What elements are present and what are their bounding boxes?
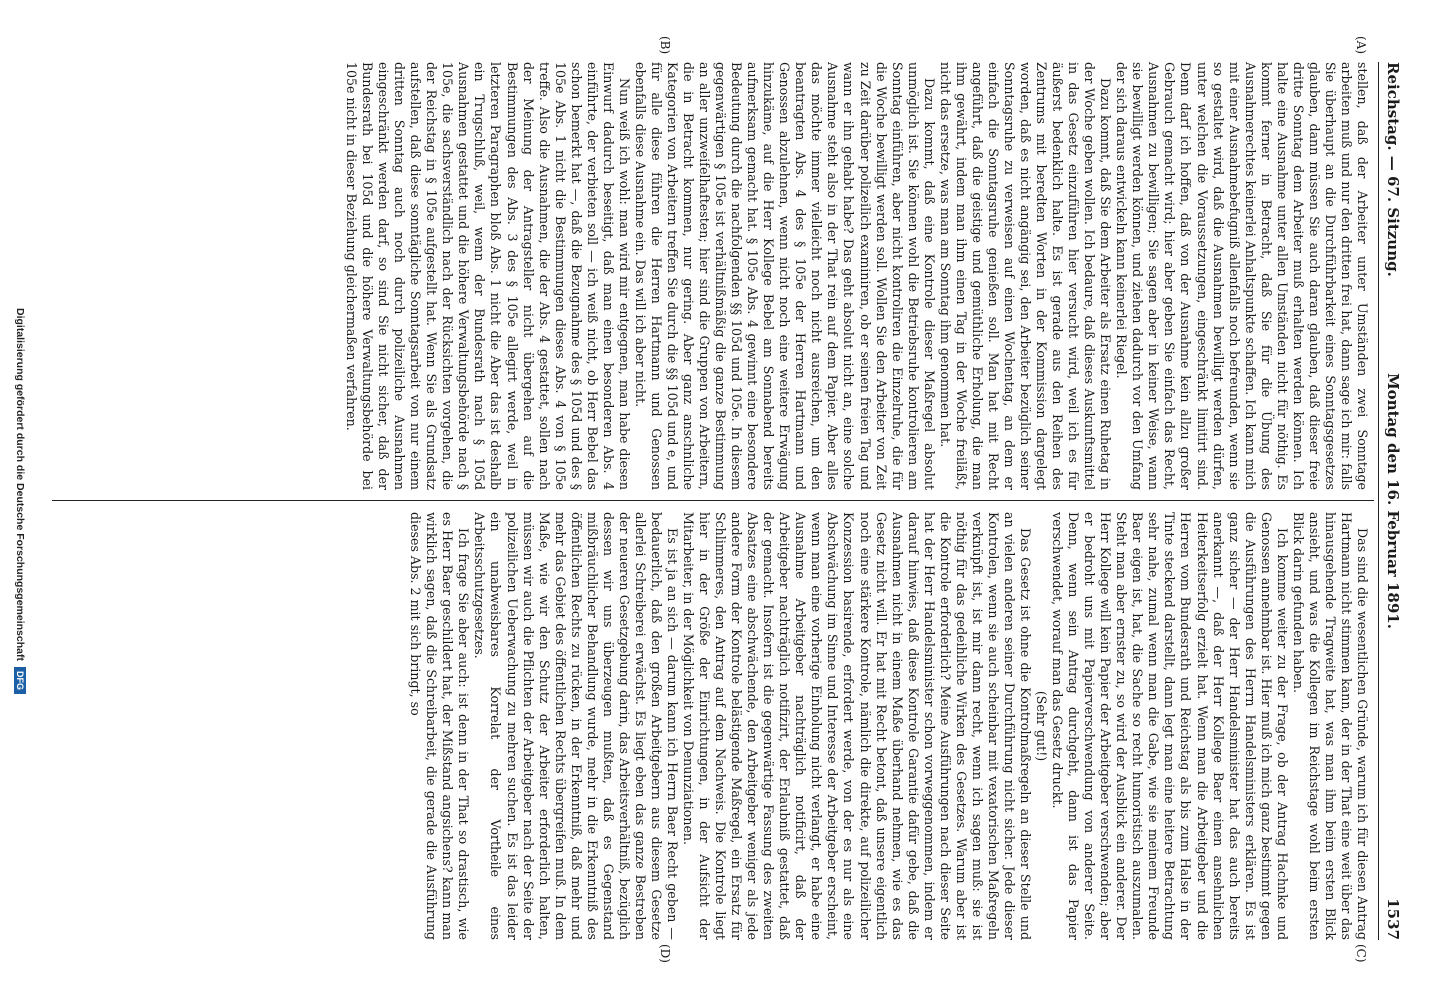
column-divider <box>52 500 1374 501</box>
header-center: Montag den 16. Februar 1891. <box>1384 373 1402 629</box>
footer-text: Digitalisierung gefördert durch die Deutsche Forschungsgemeinschaft <box>14 308 26 661</box>
left-paragraph: Dazu kommt, daß Sie dem Arbeiter als Ersatz einen Ruhetag in der Woche geben wollen. Ich bedaure, daß dieses Auskunftsmittel in das Gesetz einzuführen hier versucht wird, weil ich es für äußerst bedenklich halte. Es ist gerade aus den Reihen des Zentrums mit beredten Worten in der Kommission dargelegt worden, daß es nicht angängig sei, den Arbeiter bezüglich seiner Sonntagsruhe zu verweisen auf einen Wochentag, an dem er einfach die Sonntagsruhe genießen soll. Man hat mit Recht angeführt, daß die geistige und gemüthliche Erholung, die man ihm gewährt, indem man ihm einen Tag in der Woche freiläßt, nicht das ersetze, was man am Sonntag ihm genommen hat. <box>937 62 1114 490</box>
right-paragraph: Das sind die wesentlichen Gründe, warum ich für diesen Antrag Hartmann nicht stimmen kann, der in der That eine weit über das hinausgehende Tragweite hat, was man ihm beim ersten Blick ansieht, und was die Kollegen im Reichstage wohl beim ersten Blick darin gefunden haben. <box>1290 512 1370 940</box>
digitization-footer <box>14 62 26 940</box>
left-paragraph: Nun weiß ich wohl: man wird mir entgegnen, man habe diesen Einwurf dadurch beseitigt, daß man einen besonderen Abs. 4 einführte, der verbieten soll — ich weiß nicht, ob Herr Bebel das schon bemerkt hat —, daß die Bezugnahme des § 105d und des § 105e Abs. 1 nicht die Bestimmungen dieses Abs. 4 von § 105e treffe. Also die Ausnahmen, die der Abs. 4 gestattet, sollen nach der Meinung der Antragsteller nicht übergehen auf die Bestimmungen des Abs. 3 des § 105e allegirt werde, weil in letzteren Paragraphen bloß Abs. 1 nicht die Aber das ist deshalb ein Trugschluß, weil, wenn der Bundesrath nach § 105d Ausnahmen gestattet und die höhere Verwaltungsbehörde nach § 105e, die sachsverständlich nach der Rücksichten vorgehen, die der Reichstag in § 105e aufgestellt hat. Wenn Sie als Grundsatz aufstellen, daß diese sonntägliche Sonntagsarbeit von nur einem dritten Sonntag auch noch durch polizeiliche Ausnahmen eingeschränkt werden darf, so sind Sie nicht sicher, daß der Bundesrath bei 105d und die höhere Verwaltungsbehörde bei 105e nicht in dieser Beziehung gleichermaßen verfahren. <box>344 62 632 490</box>
header-left: Reichstag. — 67. Sitzung. <box>1384 62 1402 277</box>
page-header <box>1378 62 1412 940</box>
margin-marker-c: (C) <box>1354 944 1368 963</box>
left-paragraph: stellen, daß der Arbeiter unter Umständen zwei Sonntage arbeiten muß und nur den dritten frei hat, dann sage ich mir: falls Sie überhaupt an die Durchführbarkeit eines Sonntagsgesetzes glauben, dann müssen Sie auch daran glauben, daß dieser freie dritte Sonntag dem Arbeiter muß erhalten werden können. Ich halte eine Ausnahme unter allen Umständen nicht für nöthig. Es kommt ferner in Betracht, daß Sie für die Übung des Ausnahmerechtes keinerlei Anhaltspunkte schaffen. Ich kann mich mit einer Ausnahmebefugniß allenfalls noch befreunden, wenn sie so gestaltet wird, daß die Ausnahmen bewilligt werden dürfen, unter welchen die Voraussetzungen, eingeschränkt limitirt sind. Denn darf ich hoffen, daß von der Ausnahme kein allzu großer Gebrauch gemacht wird; hier aber geben Sie einfach das Recht, Ausnahmen zu bewilligen; Sie sagen aber in keiner Weise, wann sie bewilligt werden können, und ziehen dadurch vor den Umfang der sich daraus entwickeln kann keinerlei Riegel. <box>1114 62 1370 490</box>
margin-marker-b: (B) <box>658 36 672 55</box>
right-paragraph: Es ist ja an sich — darum kann ich Herrn Baer Recht geben — bedauerlich, daß den großen Arbeitgebern aus diesem Gesetze allerlei Schreiberei erwächst. Es liegt eben das ganze Bestreben der neueren Gesetzgebung darin, das Arbeitsverhältniß, bezüglich dessen wir uns überzeugen mußten, daß es Gegenstand mißbräuchlicher Behandlung wurde, mehr in die Erkenntniß des öffentlichen Rechts zu rücken, in der Erkenntniß, daß mehr und mehr das Gebiet des öffentlichen Rechts übergreifen muß. In dem Maße, wie wir den Schutz der Arbeiter erforderlich halten, müssen wir auch die Pflichten der Arbeitgeber nach der Seite der polizeilichen Ueberwachung zu mehren suchen. Es ist das leider ein unabweisbares Korrelat der Vortheile eines Arbeitsschutzgesetzes. <box>472 512 680 940</box>
right-paragraph: Ich komme weiter zu der Frage, ob der Antrag Hachnke und Genossen annehmbar ist. Hier muß ich mich ganz bestimmt gegen die Ausführungen des Herrn Handelsministers erklären. Es ist ganz sicher — der Herr Handelsminister hat das auch bereits anerkannt —, daß der Herr Kollege Baer einen ansehnlichen Heiterkeitserfolg erzielt hat. Wenn man die Arbeitgeber und die Herren vom Bundesrath und Reichstag als bis zum Halse in der Tinte steckend darstellt, dann legt man eine heitere Betrachtung sehr nahe, zumal wenn man die Gabe, wie sie meinem Freunde Baer eigen ist, hat, die Sache so recht humoristisch auszumalen. Steht man aber ernster zu, so wird der Ausblick ein anderer. Der Herr Kollege will kein Papier der Arbeitgeber verschwenden; aber er bedroht uns mit Papierverschwendung von anderer Seite. Denn, wenn sein Antrag durchgeht, dann ist das Papier verschwendet, worauf man das Gesetz druckt. <box>1050 512 1290 940</box>
right-paragraph: Das Gesetz ist ohne die Kontrolmaßregeln an dieser Stelle und an vielen anderen seiner Durchführung nicht sicher. Jede dieser Kontrolen, wenn sie auch scheinbar mit vexatorischen Maßregeln verknüpft ist, ist mir dann recht, wenn ich sagen muß: sie ist nöthig für das gedeihliche Wirken des Gesetzes. Warum aber ist die Kontrole erforderlich? Meine Ausführungen nach dieser Seite hat der Herr Handelsminister schon vorweggenommen, indem er darauf hinwies, daß diese Kontrole Garantie dafür gebe, daß die Ausnahmen nicht in einem Maße überhand nehmen, wie es das Gesetz nicht will. Er hat mit Recht betont, daß unsere eigentlich noch eine stärkere Kontrole, nämlich die direkte, auf polizeilicher Konzession basirende, erfordert werde, von der es nur als eine Abschwächung im Sinne und Interesse der Arbeitgeber erscheint, wenn man eine vorherige Einholung nicht verlangt, er habe eine Ausnahme Arbeitgeber nachträglich notificirt, daß der Arbeitgeber nachträglich notifizirt, der Erlaubniß gestattet, daß der gemacht. Insofern ist die gegenwärtige Fassung des zweiten Absatzes eine abschwächende, den Arbeitgeber weniger als jede andere Form der Kontrole belästigende Maßregel, ein Ersatz für Schlimmeres, den Antrag auf dem Nachweis. Die Kontrole liegt hier in der Größe der Einrichtungen, in der Aufsicht der Mitarbeiter, in der Möglichkeit von Denunziationen. <box>681 512 1034 940</box>
interjection: (Sehr gut!) <box>1034 690 1050 762</box>
left-column <box>54 62 1370 490</box>
right-column <box>54 512 1370 940</box>
left-paragraph: Dazu kommt, daß eine Kontrole dieser Maßregel absolut unmöglich ist. Sie können wohl die Betriebsruhe kontrolieren am Sonntag einführen, aber nicht kontroliren die Einzelruhe, die für die Woche bewilligt werden soll. Wollen Sie den Arbeiter von Zeit zu Zeit darüber polizeilich examiniren, ob er seinen freien Tag und wann er ihn gehabt habe? Das geht absolut nicht an, eine solche Ausnahme steht also in der That rein auf dem Papier. Aber alles das möchte immer vielleicht noch nicht ausreichen, um den beantragten Abs. 4 des § 105e der Herren Hartmann und Genossen abzulehnen, wenn nicht noch eine weitere Erwägung hinzukäme, auf die Herr Kollege Bebel am Sonnabend bereits aufmerksam gemacht hat. § 105e Abs. 4 gewinnt eine besondere Bedeutung durch die nachfolgenden §§ 105d und 105e. In diesem gegenwärtigen § 105e ist verhältnißmäßig die ganze Bestimmung an aller unzweifelhaftesten; hier sind die Gruppen von Arbeitern, die in Betracht kommen, nur gering. Aber ganz anschnliche Kategorien von Arbeitern treffen Sie durch die §§ 105d und e, und für alle diese führen die Herren Hartmann und Genossen ebenfalls diese Ausnahme ein. Das will ich aber nicht. <box>632 62 937 490</box>
right-paragraph: Ich frage Sie aber auch: ist denn in der That so drastisch, wie es Herr Baer geschildert hat, der Mißstand angsichens? kann man wirklich sagen, daß die Schreibarbeit, die gerade die Ausführung dieses Abs. 2 mit sich bringt, so <box>408 512 472 940</box>
dfg-badge: DFG <box>14 667 26 694</box>
margin-marker-a: (A) <box>1354 36 1368 55</box>
margin-marker-d: (D) <box>658 944 672 963</box>
page-number: 1537 <box>1384 898 1402 940</box>
